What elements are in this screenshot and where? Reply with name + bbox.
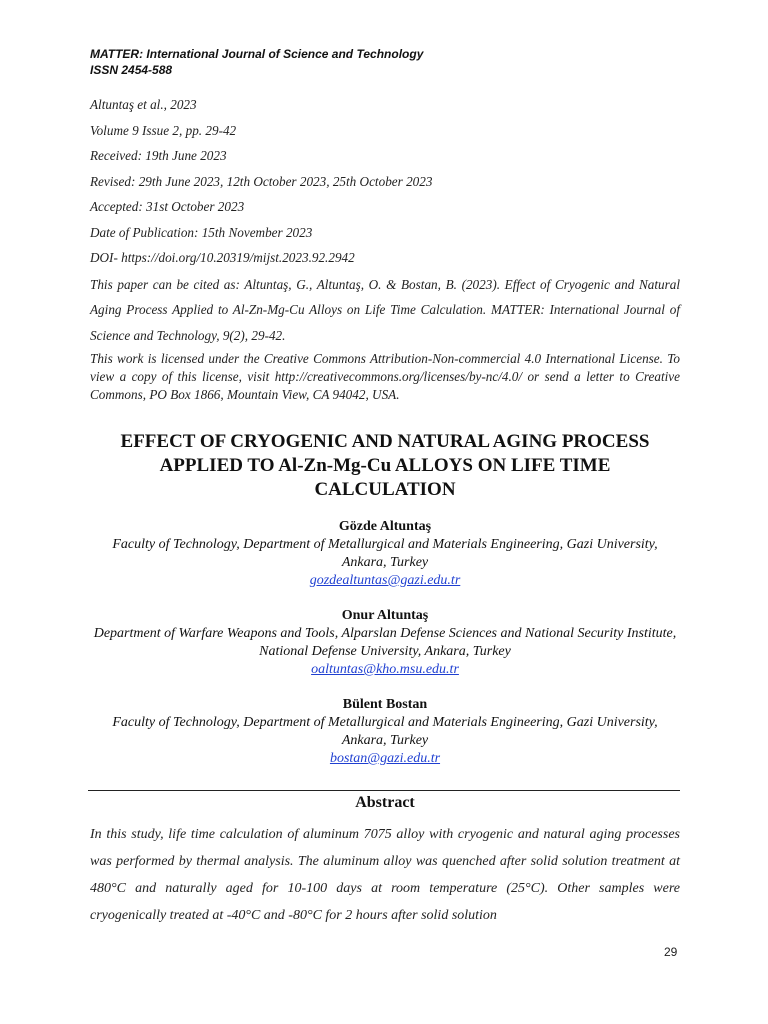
journal-issn: ISSN 2454-588 bbox=[90, 63, 173, 77]
license-text: This work is licensed under the Creative Commons Attribution-Non-commercial 4.0 International License. To view a copy of this license, visit http://creativecommons.org/licenses/by-nc/4.0/ or send a letter to Creative Commons, PO Box 1866, Mountain View, CA 94042, USA. bbox=[90, 351, 680, 402]
citation-text: This paper can be cited as: Altuntaş, G., Altuntaş, O. & Bostan, B. (2023). Effect of Cryogenic and Natural Aging Process Applied to Al-Zn-Mg-Cu Alloys on Life Time Calculation. MATTER: International Journal of Science and Technology, 9(2), 29-42. bbox=[90, 276, 680, 343]
accepted-date: Accepted: 31st October 2023 bbox=[90, 199, 245, 214]
revised-date: Revised: 29th June 2023, 12th October 2023, 25th October 2023 bbox=[90, 173, 433, 189]
author-list bbox=[90, 518, 680, 785]
publication-date: Date of Publication: 15th November 2023 bbox=[90, 224, 313, 240]
author-name: Onur Altuntaş bbox=[341, 608, 429, 623]
volume-info: Volume 9 Issue 2, pp. 29-42 bbox=[90, 122, 237, 138]
doi-link[interactable]: DOI- https://doi.org/10.20319/mijst.2023.92.2942 bbox=[90, 250, 355, 265]
author-affiliation: Faculty of Technology, Department of Metallurgical and Materials Engineering, Gazi University, Ankara, Turkey bbox=[112, 537, 658, 570]
author-affiliation: Faculty of Technology, Department of Metallurgical and Materials Engineering, Gazi University, Ankara, Turkey bbox=[112, 715, 658, 748]
abstract-text: In this study, life time calculation of aluminum 7075 alloy with cryogenic and natural aging processes was performed by thermal analysis. The aluminum alloy was quenched after solid solution treatment at 480°C and naturally aged for 10-100 days at room temperature (25°C). Other samples were cryogenically treated at -40°C and -80°C for 2 hours after solid solution bbox=[90, 827, 680, 923]
section-divider bbox=[88, 790, 680, 791]
received-date: Received: 19th June 2023 bbox=[90, 148, 227, 163]
author-name: Gözde Altuntaş bbox=[338, 519, 432, 534]
author-affiliation: Department of Warfare Weapons and Tools, Alparslan Defense Sciences and National Security Institute, National Defense University, Ankara, Turkey bbox=[93, 626, 677, 659]
author-block bbox=[90, 518, 680, 590]
abstract-heading: Abstract bbox=[355, 794, 415, 811]
authors-short: Altuntaş et al., 2023 bbox=[90, 97, 197, 112]
author-email-link[interactable]: gozdealtuntas@gazi.edu.tr bbox=[309, 573, 461, 588]
journal-header bbox=[90, 46, 423, 78]
author-email-link[interactable]: oaltuntas@kho.msu.edu.tr bbox=[311, 662, 459, 677]
article-metadata bbox=[90, 95, 680, 404]
page-number: 29 bbox=[664, 945, 678, 959]
paper-title: EFFECT OF CRYOGENIC AND NATURAL AGING PROCESS APPLIED TO Al-Zn-Mg-Cu ALLOYS ON LIFE TIME CALCULATION bbox=[120, 431, 650, 500]
author-name: Bülent Bostan bbox=[342, 697, 428, 712]
journal-name: MATTER: International Journal of Science and Technology bbox=[90, 47, 424, 61]
author-block bbox=[90, 607, 680, 679]
author-email-link[interactable]: bostan@gazi.edu.tr bbox=[329, 751, 441, 766]
author-block bbox=[90, 696, 680, 768]
